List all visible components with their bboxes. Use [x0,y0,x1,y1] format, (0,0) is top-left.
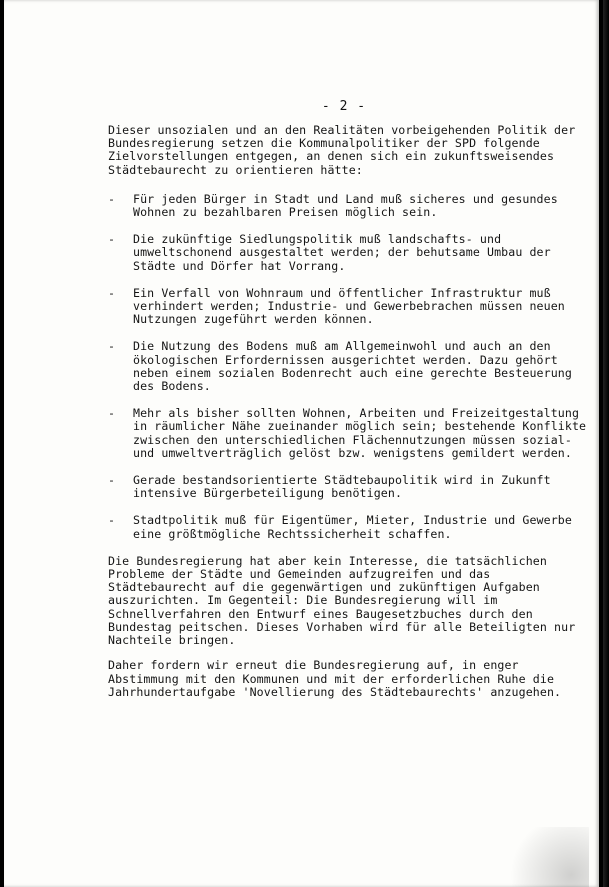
text-line: Die Bundesregierung hat aber kein Interesse, die tatsächlichen [108,553,547,568]
list-dash: - [108,191,116,206]
text-line: Die zukünftige Siedlungspolitik muß landschafts- und [133,232,502,247]
list-dash: - [108,232,116,247]
text-line: Probleme der Städte und Gemeinden aufzugreifen und das [108,567,491,582]
scan-border [603,0,609,887]
text-line: Mehr als bisher sollten Wohnen, Arbeiten und Freizeitgestaltung [133,406,580,421]
text-line: Ein Verfall von Wohnraum und öffentlicher Infrastruktur muß [133,285,551,300]
list-dash: - [108,339,116,354]
text-line: Städtebaurecht zu orientieren hätte: [108,162,363,177]
text-line: Jahrhundertaufgabe 'Novellierung des Städtebaurechts' anzugehen. [108,684,562,699]
page-number: - 2 - [321,99,367,114]
document-body [108,123,587,699]
list-dash: - [108,513,116,528]
text-line: Daher fordern wir erneut die Bundesregierung auf, in enger [108,658,519,673]
text-line: neben einem sozialen Bodenrecht auch eine gerechte Besteuerung [133,365,572,380]
text-line: eine größtmögliche Rechtssicherheit schaffen. [133,526,452,541]
text-line: Wohnen zu bezahlbaren Preisen möglich sein. [133,205,438,220]
text-line: Nutzungen zugeführt werden können. [133,312,374,327]
document-page [4,0,599,887]
text-line: Zielvorstellungen entgegen, an denen sich ein zukunftsweisendes [108,149,555,164]
list-item [108,285,565,327]
criticism-paragraph [108,553,576,648]
text-line: Schnellverfahren den Entwurf eines Baugesetzbuches durch den [108,606,533,621]
list-dash: - [108,406,116,421]
demand-paragraph [108,658,562,699]
list-item [108,513,572,541]
list-dash: - [108,473,116,488]
list-item [108,406,587,460]
text-line: Bundestag peitschen. Dieses Vorhaben wird für alle Beteiligten nur [108,619,576,634]
list-item [108,473,551,501]
text-line: zwischen den unterschiedlichen Flächennutzungen müssen sozial- [133,432,572,447]
text-line: ökologischen Erfordernissen ausgerichtet werden. Dazu gehört [133,352,558,367]
list-item [108,232,551,273]
intro-paragraph [108,123,576,177]
text-line: verhindert werden; Industrie- und Gewerbebrachen müssen neuen [133,299,565,314]
text-line: Abstimmung mit den Kommunen und mit der erforderlichen Ruhe die [108,671,555,686]
text-line: Die Nutzung des Bodens muß am Allgemeinwohl und auch an den [133,339,551,354]
text-line: Bundesregierung setzen die Kommunalpolitiker der SPD folgende [108,136,540,151]
list-item [108,339,572,394]
text-line: intensive Bürgerbeteiligung benötigen. [133,486,403,501]
text-line: und umweltverträglich gelöst bzw. wenigstens gemildert werden. [133,445,572,460]
list-dash: - [108,285,116,300]
list-item [108,191,558,220]
text-line: auszurichten. Im Gegenteil: Die Bundesregierung will im [108,593,498,608]
text-line: Städte und Dörfer hat Vorrang. [133,258,346,273]
text-line: Städtebaurecht auf die gegenwärtigen und zukünftigen Aufgaben [108,580,540,595]
text-line: Dieser unsozialen und an den Realitäten vorbeigehenden Politik der [108,123,576,137]
text-line: des Bodens. [133,379,211,394]
text-line: Nachteile bringen. [108,633,236,648]
scan-shadow [499,827,589,887]
text-line: umweltschonend ausgestaltet werden; der behutsame Umbau der [133,245,551,260]
text-line: Stadtpolitik muß für Eigentümer, Mieter, Industrie und Gewerbe [133,513,572,528]
text-line: Für jeden Bürger in Stadt und Land muß sicheres und gesundes [133,191,558,206]
text-line: in räumlicher Nähe zueinander möglich sein; bestehende Konflikte [133,419,587,434]
text-line: Gerade bestandsorientierte Städtebaupolitik wird in Zukunft [133,473,551,488]
